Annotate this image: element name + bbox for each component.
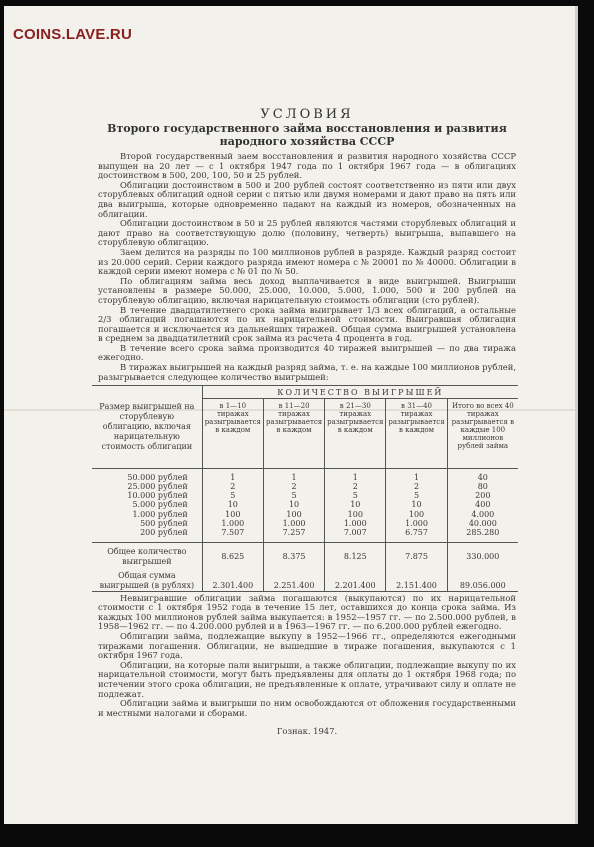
table-cell: 10 <box>263 500 324 509</box>
table-cell: 2 <box>263 482 324 491</box>
table-cell: 100 <box>202 510 263 519</box>
table-cell: 80 <box>477 481 488 491</box>
table-subheader: в 11—20 тиражах разыгрывается в каждом <box>263 399 324 469</box>
paragraph: Второй государственный заем восстановления и развития народного хозяйства СССР выпущен на 20 лет — с 1 октября 1947 года по 1 октября 1967 года — в облигациях достоинством в 500, 200, 100, 50 и 25 рублей. <box>98 151 516 181</box>
table-cell: 2.151.400 <box>386 567 447 592</box>
row-label: 10.000 рублей <box>92 491 202 500</box>
document-sheet <box>4 6 578 824</box>
table-cell: 2.301.400 <box>202 567 263 592</box>
printer-imprint: Гознак. 1947. <box>276 726 338 737</box>
row-label: 5.000 рублей <box>92 500 202 509</box>
row-label: Общее количество выигрышей <box>92 547 202 567</box>
table-cell: 1 <box>325 473 386 482</box>
table-row <box>92 491 518 500</box>
table-cell: 2 <box>325 482 386 491</box>
terms-text-top <box>98 152 516 382</box>
row-label: 25.000 рублей <box>92 482 202 491</box>
table-cell: 400 <box>475 500 491 510</box>
table-cell: 40 <box>477 472 488 482</box>
table-cell: 5 <box>202 491 263 500</box>
table-cell: 89.056.000 <box>459 580 506 590</box>
table-cell: 100 <box>386 510 447 519</box>
table-row-total-sum <box>92 567 518 592</box>
table-cell: 5 <box>263 491 324 500</box>
paragraph: В течение двадцатилетнего срока займа выигрывает 1/3 всех облигаций, а остальные 2/3 облигаций погашаются по их нарицательной стоимости. Выигравшая облигация погашается и исключается из дальнейших тиражей. Общая сумма выигрышей установлена в среднем за двадцатилетний срок займа из расчета 4 процента в год. <box>98 304 516 344</box>
document-title: УСЛОВИЯ <box>260 107 354 122</box>
table-cell: 1 <box>386 473 447 482</box>
row-label: Общая сумма выигрышей (в рублях) <box>92 567 202 592</box>
table-subheader: в 21—30 тиражах разыгрывается в каждом <box>325 399 386 469</box>
row-label: 500 рублей <box>92 519 202 528</box>
table-cell: 7.257 <box>263 528 324 537</box>
table-cell: 10 <box>386 500 447 509</box>
paragraph: Облигации достоинством в 50 и 25 рублей являются частями сторублевых облигаций и дают право на соответствующую долю (половину, четверть) выигрыша, выпавшего на сторублевую облигацию. <box>98 218 516 248</box>
table-cell: 10 <box>325 500 386 509</box>
table-cell: 40.000 <box>468 518 497 528</box>
table-cell: 1.000 <box>202 519 263 528</box>
table-cell: 2 <box>386 482 447 491</box>
paragraph: Облигации достоинством в 500 и 200 рублей состоят соответственно из пяти или двух сторублевых облигаций одной серии с пятью или двумя номерами и дают право на пять или два выигрыша, которые одновременно падают на каждый из номеров, обозначенных на облигации. <box>98 179 516 219</box>
table-row <box>92 510 518 519</box>
table-cell: 1 <box>202 473 263 482</box>
document-content <box>98 107 516 736</box>
table-cell: 200 <box>475 491 491 501</box>
document-subtitle-line-2: народного хозяйства СССР <box>219 135 395 148</box>
table-cell: 5 <box>386 491 447 500</box>
table-cell: 7.007 <box>325 528 386 537</box>
table-cell: 7.875 <box>386 547 447 567</box>
table-cell: 330.000 <box>466 551 500 561</box>
table-cell: 2.251.400 <box>263 567 324 592</box>
table-cell: 100 <box>325 510 386 519</box>
table-cell: 2.201.400 <box>325 567 386 592</box>
table-cell: 8.375 <box>263 547 324 567</box>
table-cell: 1.000 <box>325 519 386 528</box>
table-row <box>92 473 518 482</box>
site-watermark: COINS.LAVE.RU <box>13 26 132 43</box>
table-header-winning-size: Размер выигрышей на сторублевую облигацию, включая нарицательную стоимость облигации <box>92 386 202 469</box>
table-subheader: в 1—10 тиражах разыгрывается в каждом <box>202 399 263 469</box>
table-row <box>92 500 518 509</box>
paragraph: В тиражах выигрышей на каждый разряд займа, т. е. на каждые 100 миллионов рублей, разыгрывается следующее количество выигрышей: <box>98 362 516 382</box>
row-label: 1.000 рублей <box>92 510 202 519</box>
table-cell: 8.625 <box>202 547 263 567</box>
paragraph: Невыигравшие облигации займа погашаются (выкупаются) по их нарицательной стоимости с 1 октября 1952 года в течение 15 лет, оставшихся до конца срока займа. Из каждых 100 миллионов рублей займа выкупается: в 1952—1957 гг. — по 2.500.000 рублей, в 1958—1962 гг. — по 4.200.000 рублей и в 1963—1967 гг. — по 6.200.000 рублей ежегодно. <box>98 592 516 632</box>
paragraph: По облигациям займа весь доход выплачивается в виде выигрышей. Выигрыши установлены в размере 50.000, 25.000, 10.000, 5.000, 1.000, 500 и 200 рублей на сторублевую облигацию, включая нарицательную стоимость облигации (сто рублей). <box>98 275 516 305</box>
terms-text-bottom <box>98 594 516 719</box>
table-cell: 5 <box>325 491 386 500</box>
table-cell: 1 <box>263 473 324 482</box>
table-cell: 100 <box>263 510 324 519</box>
table-cell: 2 <box>202 482 263 491</box>
row-label: 50.000 рублей <box>92 473 202 482</box>
row-label: 200 рублей <box>92 528 202 537</box>
table-row <box>92 519 518 528</box>
paragraph: Облигации займа, подлежащие выкупу в 1952—1966 гг., определяются ежегодными тиражами погашения. Облигации, не вышедшие в тираже погашения, выкупаются с 1 октября 1967 года. <box>98 631 516 661</box>
table-header-count: КОЛИЧЕСТВО ВЫИГРЫШЕЙ <box>202 386 518 399</box>
paragraph: Облигации, на которые пали выигрыши, а также облигации, подлежащие выкупу по их нарицательной стоимости, могут быть предъявлены для оплаты до 1 октября 1968 года; по истечении этого срока облигации, не предъявленные к оплате, утрачивают силу и оплате не подлежат. <box>98 659 516 699</box>
table-subheader: Итого во всех 40 тиражах разыгрывается в каждые 100 миллионов рублей займа <box>451 402 515 451</box>
paragraph: Заем делится на разряды по 100 миллионов рублей в разряде. Каждый разряд состоит из 20.000 серий. Серии каждого разряда имеют номера с № 20001 по № 40000. Облигации в каждой серии имеют номера с № 01 по № 50. <box>98 246 516 277</box>
table-cell: 7.507 <box>202 528 263 537</box>
table-row <box>92 528 518 537</box>
table-cell: 4.000 <box>471 509 495 519</box>
document-subtitle-line-1: Второго государственного займа восстановления и развития <box>107 122 507 135</box>
paragraph: Облигации займа и выигрыши по ним освобождаются от обложения государственными и местными налогами и сборами. <box>98 698 516 718</box>
table-cell: 8.125 <box>325 547 386 567</box>
table-subheader: в 31—40 тиражах разыгрывается в каждом <box>386 399 447 469</box>
table-row <box>92 482 518 491</box>
table-cell: 6.757 <box>386 528 447 537</box>
table-cell: 1.000 <box>263 519 324 528</box>
table-cell: 10 <box>202 500 263 509</box>
winnings-table <box>92 385 518 591</box>
paragraph: В течение всего срока займа производится 40 тиражей выигрышей — по два тиража ежегодно. <box>98 342 516 363</box>
table-cell: 1.000 <box>386 519 447 528</box>
table-cell: 285.280 <box>466 527 500 537</box>
table-row-total-count <box>92 547 518 567</box>
